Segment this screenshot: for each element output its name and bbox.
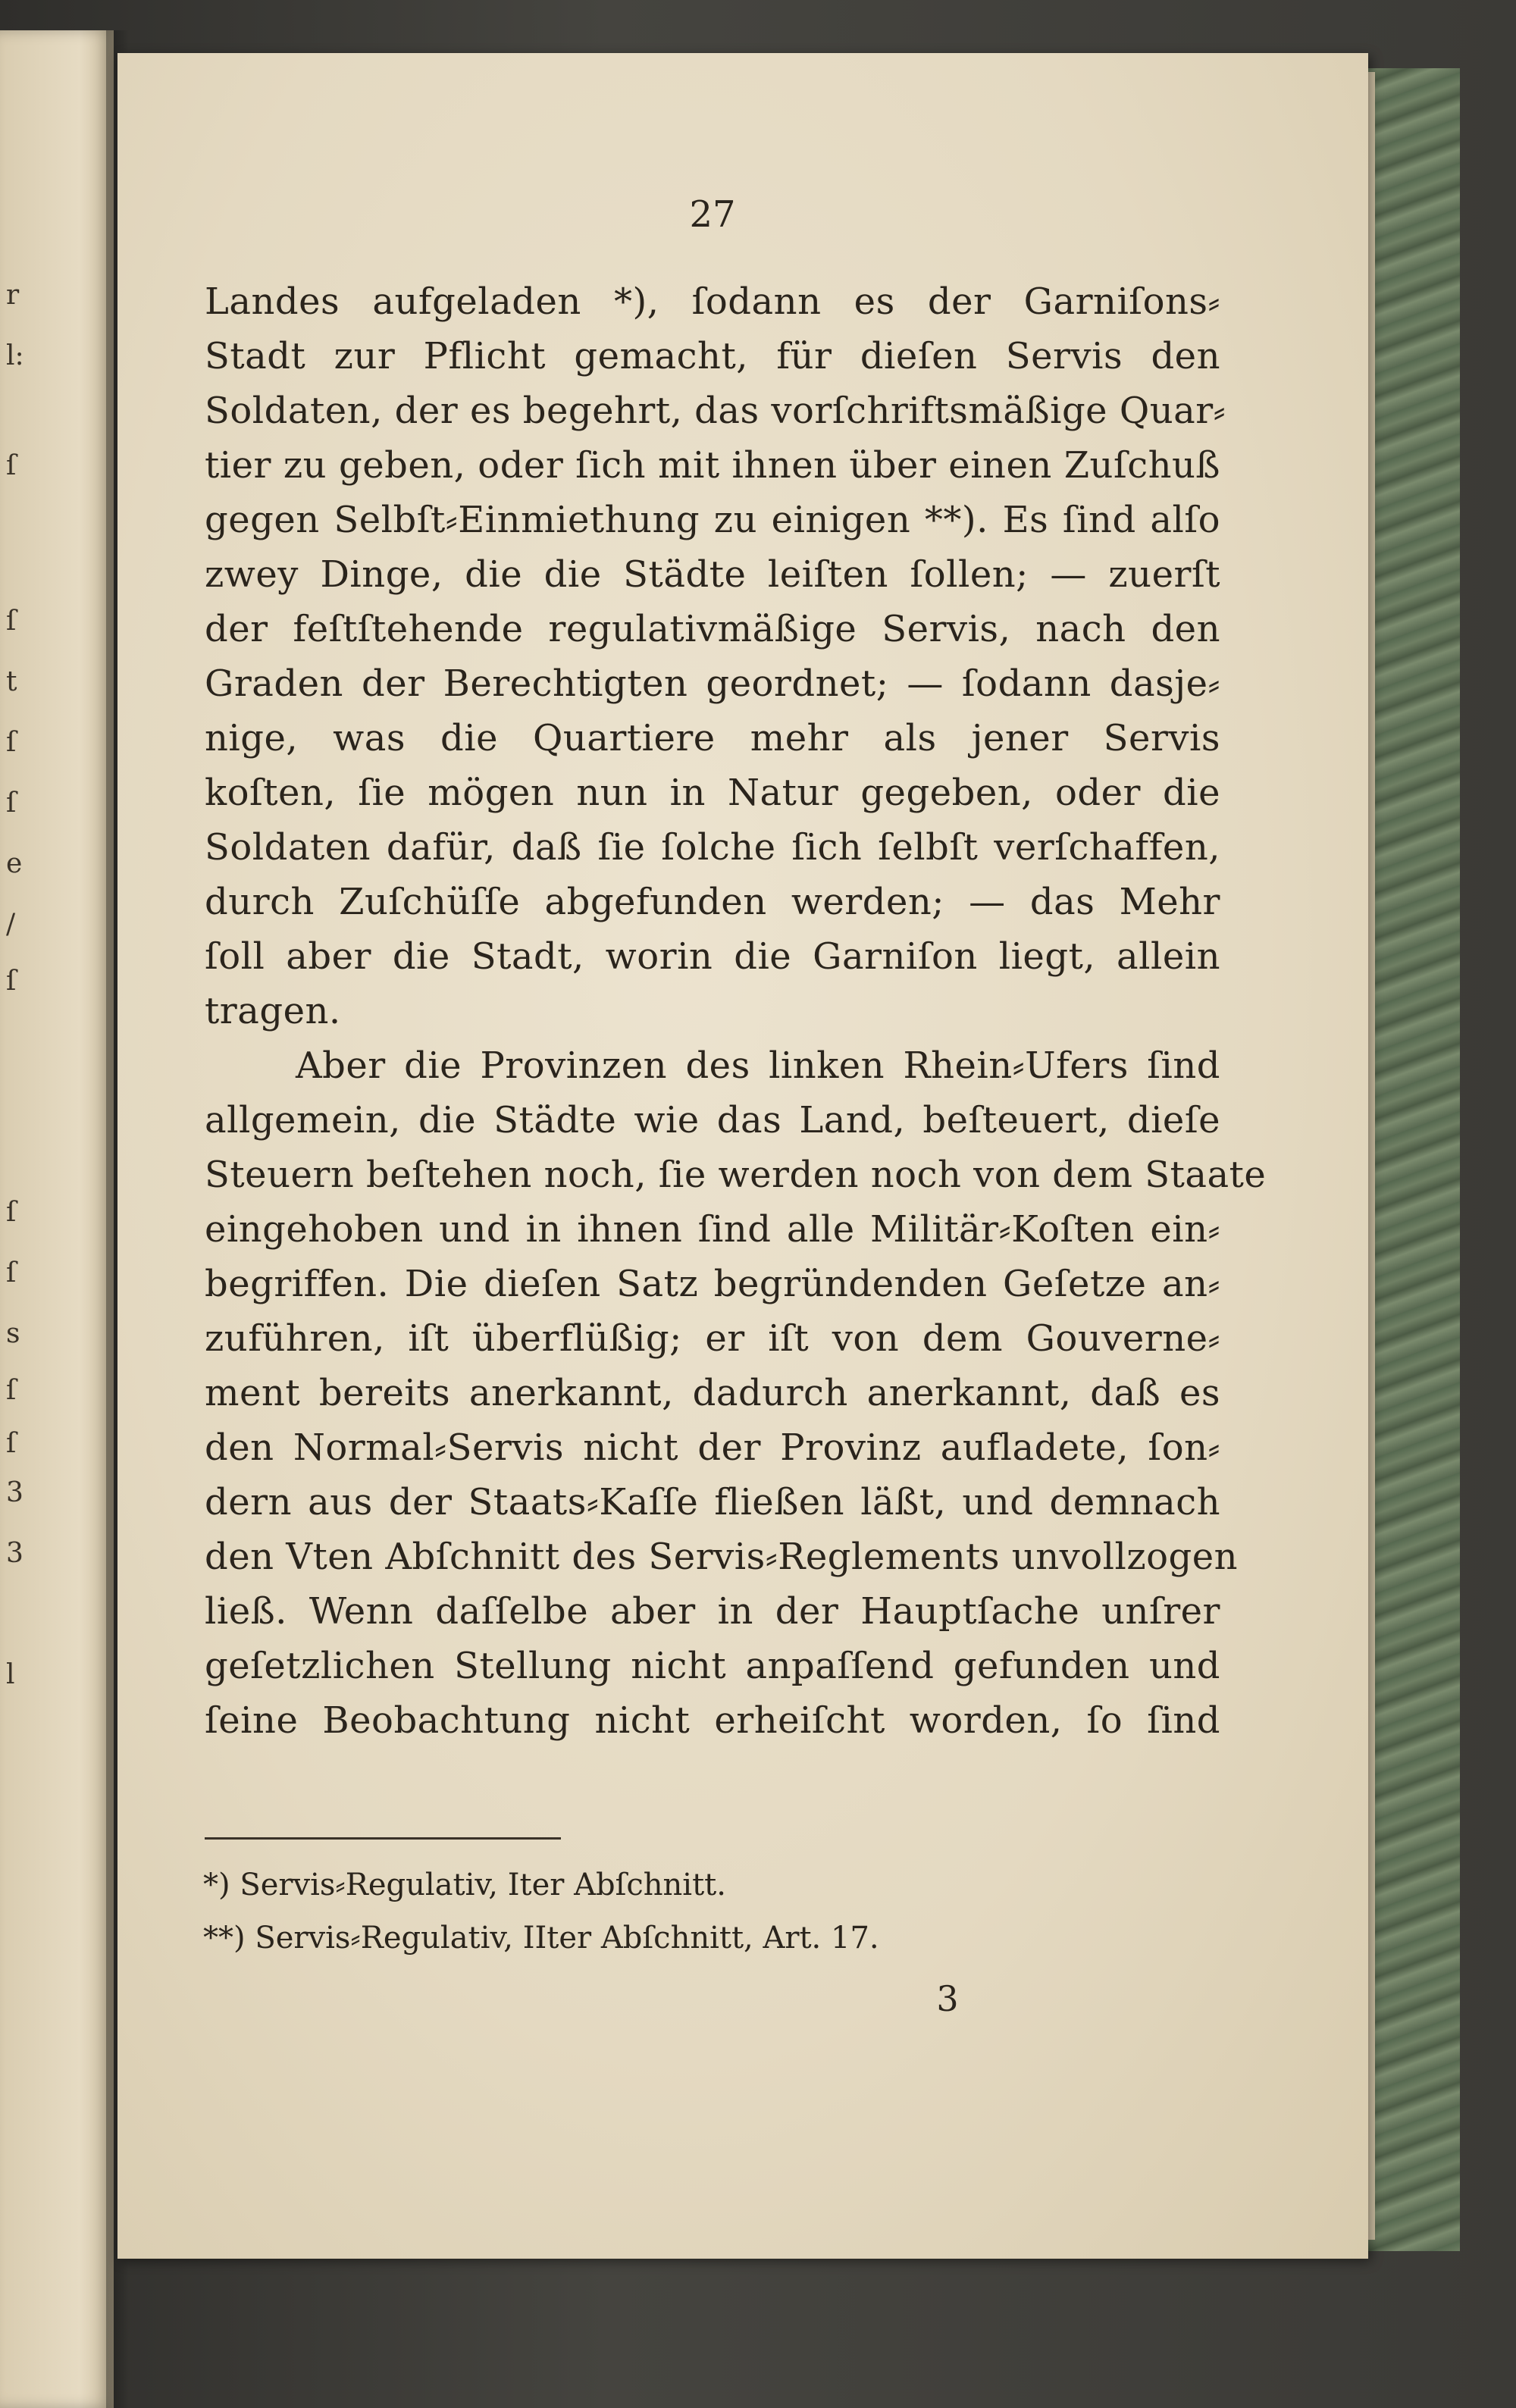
facing-page-fragment: ſ bbox=[6, 966, 17, 997]
facing-page-fragment: t bbox=[6, 666, 17, 697]
text-line: allgemein, die Städte wie das Land, beſteuert, dieſe bbox=[205, 1099, 1220, 1141]
facing-page-edge bbox=[0, 30, 114, 2408]
text-line: ließ. Wenn daſſelbe aber in der Hauptſache unſrer bbox=[205, 1590, 1220, 1633]
text-line: Soldaten, der es begehrt, das vorſchriftsmäßige Quar⸗ bbox=[205, 390, 1226, 432]
facing-page-fragment: ſ bbox=[6, 606, 17, 637]
text-line: koſten, ſie mögen nun in Natur gegeben, oder die bbox=[205, 772, 1220, 814]
facing-page-fragment: / bbox=[6, 909, 16, 940]
text-line: dern aus der Staats⸗Kaſſe fließen läßt, und demnach bbox=[205, 1481, 1220, 1523]
text-line: tier zu geben, oder ſich mit ihnen über einen Zuſchuß bbox=[205, 444, 1220, 487]
facing-page-fragment: s bbox=[6, 1318, 20, 1349]
text-line: eingehoben und in ihnen ſind alle Militär⸗Koſten ein⸗ bbox=[205, 1208, 1220, 1251]
facing-page-fragment: e bbox=[6, 848, 23, 879]
text-line: Graden der Berechtigten geordnet; — ſodann dasje⸗ bbox=[205, 662, 1220, 705]
text-line: nige, was die Quartiere mehr als jener Servis bbox=[205, 717, 1220, 759]
footnote-rule bbox=[205, 1837, 561, 1840]
text-line: zwey Dinge, die die Städte leiſten ſollen; — zuerſt bbox=[205, 553, 1220, 596]
text-line: zuführen, iſt überflüßig; er iſt von dem Gouverne⸗ bbox=[205, 1317, 1220, 1360]
text-line: Steuern beſtehen noch, ſie werden noch von dem Staate bbox=[205, 1154, 1267, 1196]
facing-page-fragment: ſ bbox=[6, 727, 17, 758]
text-line: den Vten Abſchnitt des Servis⸗Reglements unvollzogen bbox=[205, 1536, 1239, 1578]
text-line: ſeine Beobachtung nicht erheiſcht worden, ſo ſind bbox=[205, 1699, 1220, 1742]
text-line: begriffen. Die dieſen Satz begründenden Geſetze an⸗ bbox=[205, 1263, 1220, 1305]
text-line: durch Zuſchüſſe abgefunden werden; — das Mehr bbox=[205, 881, 1220, 923]
text-line: ment bereits anerkannt, dadurch anerkannt, daß es bbox=[205, 1372, 1220, 1414]
signature-mark: 3 bbox=[936, 1978, 959, 2019]
text-line: gegen Selbſt⸗Einmiethung zu einigen **). Es ſind alſo bbox=[205, 499, 1220, 541]
facing-page-fragment: ſ bbox=[6, 1375, 17, 1406]
text-line: Landes aufgeladen *), ſodann es der Garniſons⸗ bbox=[205, 280, 1220, 323]
text-line: tragen. bbox=[205, 990, 341, 1032]
text-line: den Normal⸗Servis nicht der Provinz aufladete, ſon⸗ bbox=[205, 1426, 1220, 1469]
facing-page-fragment: ſ bbox=[6, 450, 17, 481]
page-number: 27 bbox=[689, 193, 736, 236]
text-line: Stadt zur Pflicht gemacht, für dieſen Servis den bbox=[205, 335, 1220, 377]
facing-page-fragment: ſ bbox=[6, 1428, 17, 1459]
text-line: ſoll aber die Stadt, worin die Garniſon liegt, allein bbox=[205, 935, 1220, 978]
text-line: der feſtſtehende regulativmäßige Servis, nach den bbox=[205, 608, 1220, 650]
footnote-1: *) Servis⸗Regulativ, Iter Abſchnitt. bbox=[203, 1868, 726, 1902]
facing-page-fragment: ſ bbox=[6, 1197, 17, 1228]
paragraph-start-line: Aber die Provinzen des linken Rhein⸗Ufers ſind bbox=[296, 1044, 1220, 1087]
facing-page-fragment: ſ bbox=[6, 1257, 17, 1289]
facing-page-fragment: r bbox=[6, 280, 20, 311]
facing-page-fragment: l: bbox=[6, 340, 24, 371]
facing-page-fragment: ſ bbox=[6, 788, 17, 819]
facing-page-fragment: 3 bbox=[6, 1477, 23, 1508]
facing-page-fragment: l bbox=[6, 1659, 15, 1690]
text-line: Soldaten dafür, daß ſie ſolche ſich ſelbſt verſchaffen, bbox=[205, 826, 1220, 869]
facing-page-fragment: 3 bbox=[6, 1538, 23, 1569]
footnote-2: **) Servis⸗Regulativ, IIter Abſchnitt, Art. 17. bbox=[203, 1921, 879, 1956]
text-line: geſetzlichen Stellung nicht anpaſſend gefunden und bbox=[205, 1645, 1220, 1687]
